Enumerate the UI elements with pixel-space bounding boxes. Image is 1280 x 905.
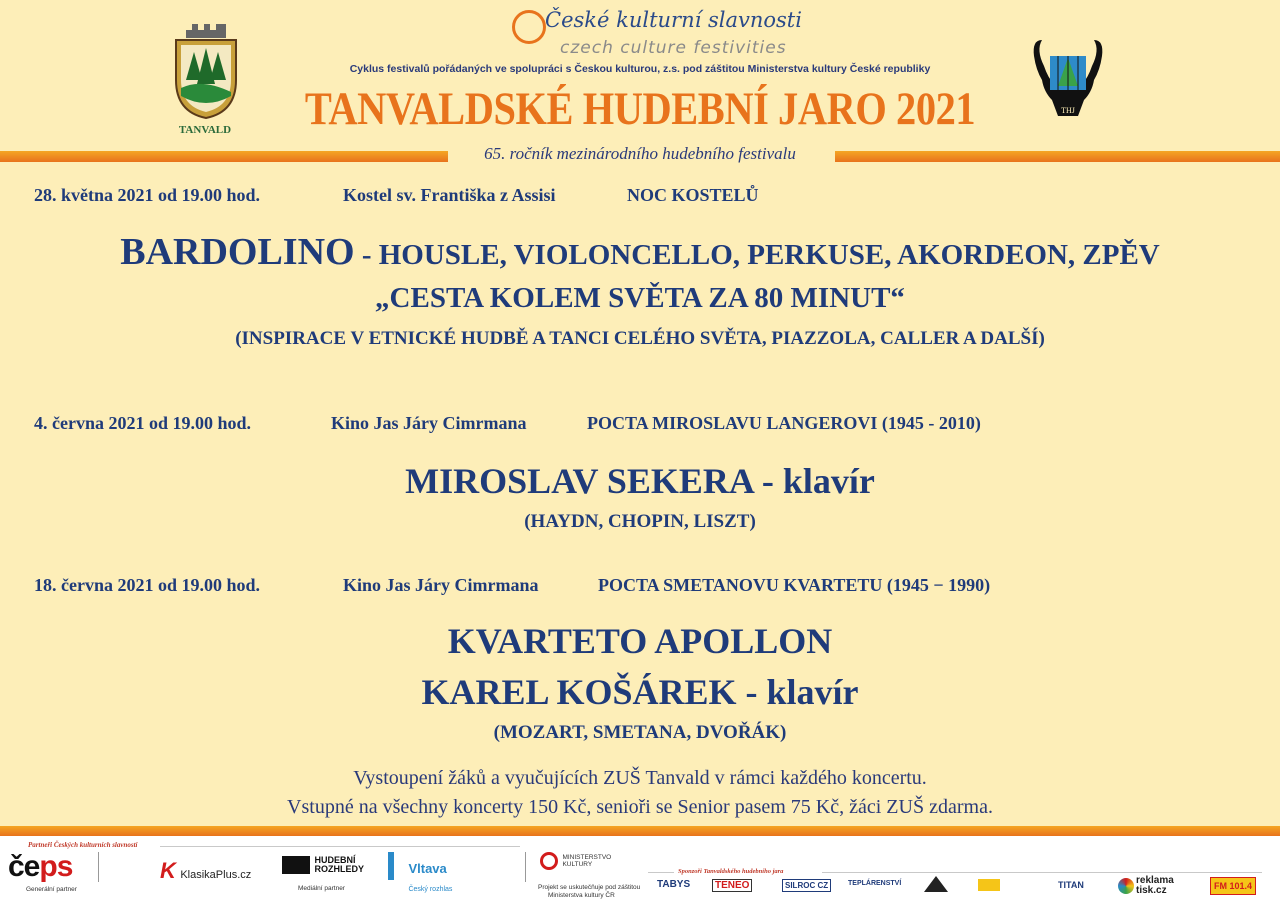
- tanvald-crest-icon: [172, 22, 240, 120]
- partners-heading: Partneři Českých kulturních slavností: [28, 841, 138, 849]
- footer-band: [0, 826, 1280, 836]
- concert-3-performer-2: KAREL KOŠÁREK - klavír: [421, 672, 859, 712]
- lyre-icon: [1030, 36, 1106, 126]
- mk-caption-1: Projekt se uskutečňuje pod záštitou: [538, 884, 641, 891]
- concert-1-meta: [0, 185, 1280, 207]
- concert-1-event: NOC KOSTELŮ: [627, 185, 759, 205]
- concert-3-performer: KVARTETO APOLLON: [447, 621, 833, 661]
- klasikaplus-logo: K KlasikaPlus.cz: [160, 858, 252, 883]
- hudebni-rozhledy-logo: HUDEBNÍ ROZHLEDY: [282, 856, 364, 874]
- footer-separator-2: [525, 852, 526, 882]
- sponsors-divider-left: [648, 872, 674, 873]
- ministerstvo-mark-icon: [540, 852, 558, 870]
- media-partner-caption: Mediální partner: [298, 885, 345, 892]
- sponsor-teplarenstvi: TEPLÁRENSTVÍ: [848, 880, 902, 887]
- ceske-slavnosti-logo-mark: [512, 10, 546, 44]
- sponsor-radio: FM 101.4: [1210, 877, 1256, 895]
- concert-3-date: 18. června 2021 od 19.00 hod.: [34, 575, 261, 595]
- concert-2-event: POCTA MIROSLAVU LANGEROVI (1945 - 2010): [587, 413, 981, 433]
- klasika-mark-icon: K: [160, 858, 176, 883]
- concert-1-performer: BARDOLINO: [120, 231, 355, 273]
- sponsor-tabys: TABYS: [657, 879, 691, 890]
- ceps-caption: Generální partner: [26, 886, 77, 893]
- partners-divider: [160, 846, 520, 847]
- brand-name-en: czech culture festivities: [560, 38, 787, 58]
- concert-1-date: 28. května 2021 od 19.00 hod.: [34, 185, 261, 205]
- concert-2-date: 4. června 2021 od 19.00 hod.: [34, 413, 252, 433]
- sponsor-titan: TITAN: [1058, 880, 1084, 890]
- festival-cycle-note: Cyklus festivalů pořádaných ve spolupráci s Českou kulturou, z.s. pod záštitou Ministerstva kultury České republiky: [349, 63, 931, 75]
- concert-1-program-title: „CESTA KOLEM SVĚTA ZA 80 MINUT“: [375, 282, 905, 314]
- concert-2-meta: [0, 413, 1280, 435]
- ministerstvo-kultury-logo: MINISTERSTVO KULTURY: [540, 852, 611, 870]
- concert-1-performer-detail: - HOUSLE, VIOLONCELLO, PERKUSE, AKORDEON, ZPĚV: [354, 239, 1160, 271]
- concert-2-venue: Kino Jas Járy Cimrmana: [331, 413, 527, 433]
- sponsor-silroc: SILROC CZ: [782, 879, 831, 892]
- crest-label: TANVALD: [178, 124, 232, 136]
- hudebni-rozhledy-mark-icon: [282, 856, 310, 874]
- concert-3-event: POCTA SMETANOVU KVARTETU (1945 − 1990): [598, 575, 991, 595]
- brand-name-cz: České kulturní slavnosti: [545, 8, 802, 32]
- lyre-label: THJ: [1061, 106, 1075, 115]
- festival-title: TANVALDSKÉ HUDEBNÍ JARO 2021: [304, 83, 976, 135]
- sponsor-teneo: TENEO: [712, 879, 752, 892]
- note-students: Vystoupení žáků a vyučujících ZUŠ Tanvald v rámci každého koncertu.: [353, 767, 927, 789]
- vltava-mark-icon: [388, 852, 404, 880]
- sponsors-divider-right: [822, 872, 1262, 873]
- concert-2-performer: MIROSLAV SEKERA - klavír: [405, 461, 875, 501]
- note-admission: Vstupné na všechny koncerty 150 Kč, senioři se Senior pasem 75 Kč, žáci ZUŠ zdarma.: [287, 796, 993, 818]
- concert-3-meta: [0, 575, 1280, 597]
- mk-caption-2: Ministerstva kultury ČR: [548, 892, 615, 899]
- sponsor-reklama-tisk: reklama tisk.cz: [1136, 875, 1174, 896]
- footer-separator-1: [98, 852, 99, 882]
- ceps-logo: čeps: [8, 850, 73, 883]
- sponsor-yellow-logo-icon: [978, 879, 1000, 891]
- concert-1-program: (INSPIRACE V ETNICKÉ HUDBĚ A TANCI CELÉHO SVĚTA, PIAZZOLA, CALLER A DALŠÍ): [235, 328, 1045, 349]
- concert-1-venue: Kostel sv. Františka z Assisi: [343, 185, 556, 205]
- concert-2-program: (HAYDN, CHOPIN, LISZT): [524, 511, 756, 532]
- vltava-logo: Vltava Český rozhlas: [388, 852, 452, 896]
- festival-edition: 65. ročník mezinárodního hudebního festivalu: [484, 144, 796, 163]
- concert-3-venue: Kino Jas Járy Cimrmana: [343, 575, 539, 595]
- sponsors-heading: Sponzoři Tanvaldského hudebního jara: [678, 868, 784, 875]
- sponsor-reklama-icon: [1118, 878, 1134, 894]
- sponsor-mountain-icon: [924, 876, 948, 892]
- concert-1-headline: [0, 230, 1280, 274]
- concert-3-program: (MOZART, SMETANA, DVOŘÁK): [493, 722, 787, 743]
